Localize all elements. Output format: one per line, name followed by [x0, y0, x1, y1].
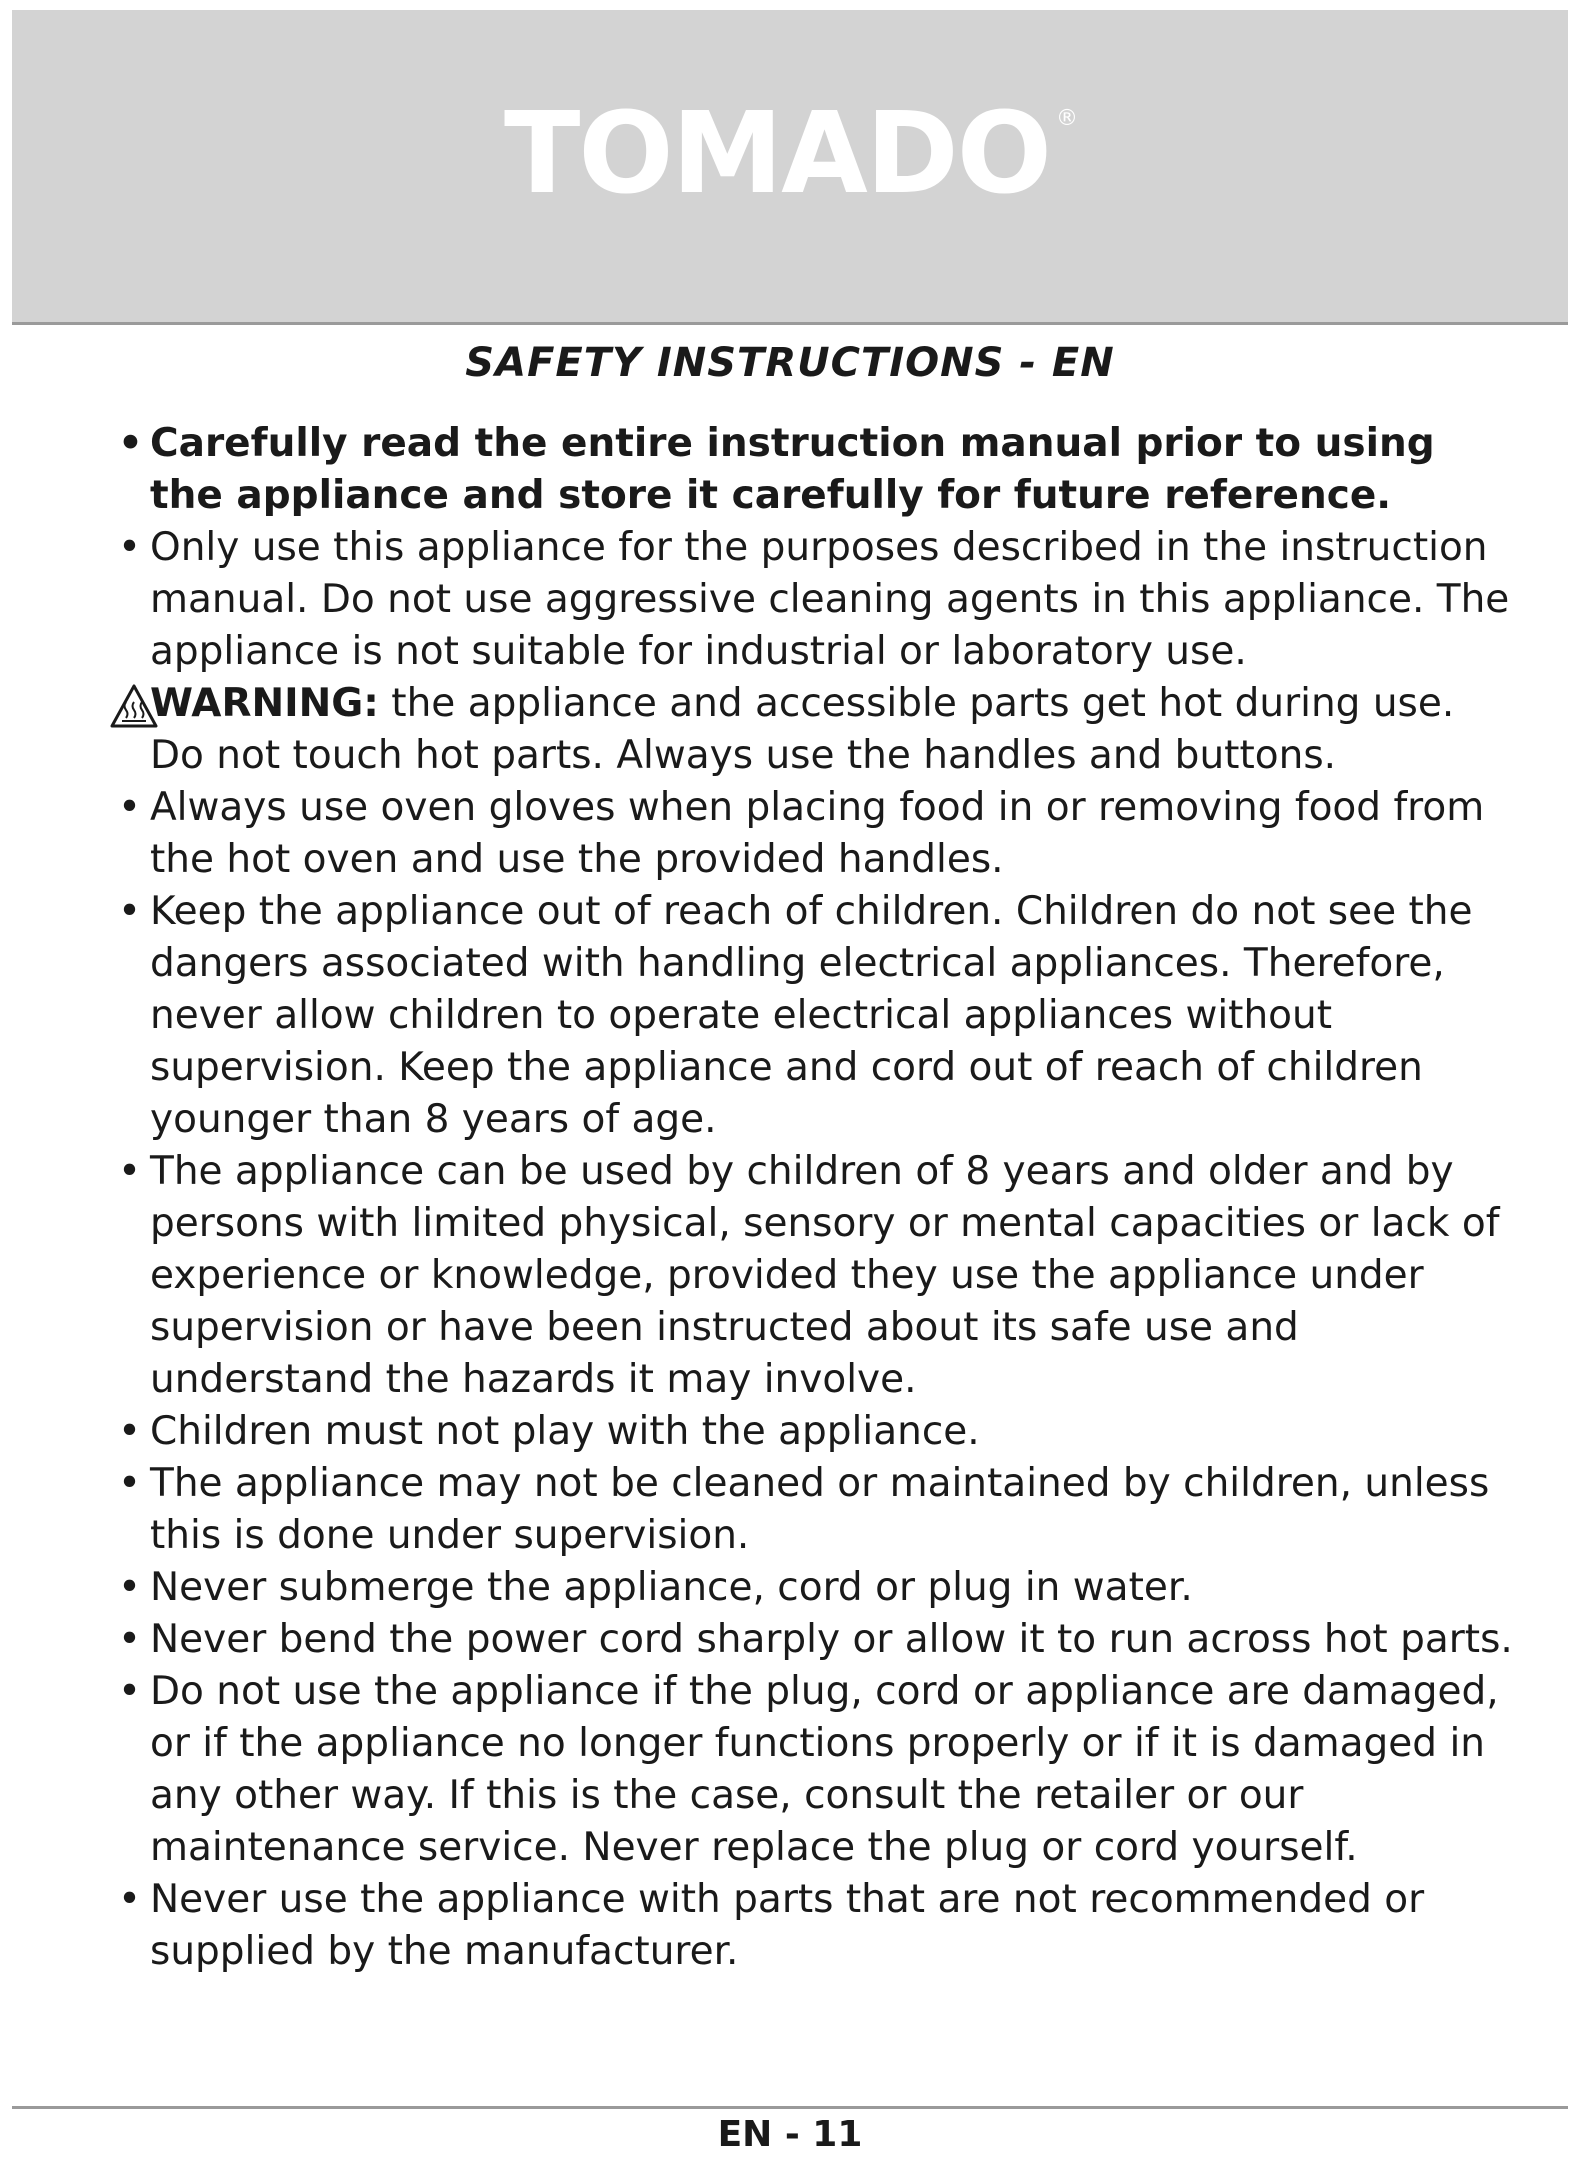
- bullet-icon: •: [118, 889, 142, 934]
- bullet-icon: •: [118, 1149, 142, 1194]
- bullet-icon: •: [118, 1461, 142, 1506]
- brand-logo: [12, 89, 1568, 219]
- list-item: [118, 886, 1518, 1146]
- bullet-icon: •: [118, 525, 142, 570]
- item-text: Do not use the appliance if the plug, cord or appliance are damaged, or if the appliance no longer functions properly or if it is damaged in any other way. If this is the case, consult the retailer or our maintenance service. Never replace the plug or cord yourself.: [150, 1669, 1499, 1870]
- item-text: Children must not play with the appliance.: [150, 1409, 980, 1454]
- warning-label: WARNING:: [150, 681, 379, 726]
- page-number: EN - 11: [717, 2114, 863, 2155]
- list-item: [118, 418, 1518, 522]
- header-banner: [12, 10, 1568, 325]
- registered-mark: ®: [1055, 106, 1076, 131]
- instructions-list: [118, 418, 1518, 1978]
- item-text: Never use the appliance with parts that are not recommended or supplied by the manufacturer.: [150, 1877, 1425, 1974]
- list-item: [118, 782, 1518, 886]
- list-item: [118, 1614, 1518, 1666]
- list-item: [118, 1874, 1518, 1978]
- list-item: [118, 1562, 1518, 1614]
- bullet-icon: •: [118, 421, 143, 466]
- warning-item: [118, 678, 1518, 782]
- item-text: Never bend the power cord sharply or allow it to run across hot parts.: [150, 1617, 1513, 1662]
- bullet-icon: •: [118, 1565, 142, 1610]
- list-item: [118, 1458, 1518, 1562]
- item-text: The appliance may not be cleaned or maintained by children, unless this is done under supervision.: [150, 1461, 1490, 1558]
- item-text: Never submerge the appliance, cord or plug in water.: [150, 1565, 1193, 1610]
- list-item: [118, 1666, 1518, 1874]
- item-text: Keep the appliance out of reach of children. Children do not see the dangers associated with handling electrical appliances. Therefore, never allow children to operate electrical appliances without supervision. Keep the appliance and cord out of reach of children younger than 8 years of age.: [150, 889, 1473, 1142]
- item-text: The appliance can be used by children of 8 years and older and by persons with limited physical, sensory or mental capacities or lack of experience or knowledge, provided they use the appliance under supervision or have been instructed about its safe use and understand the hazards it may involve.: [150, 1149, 1500, 1402]
- bullet-icon: •: [118, 1617, 142, 1662]
- list-item: [118, 522, 1518, 678]
- footer-divider: [12, 2106, 1568, 2109]
- bullet-icon: •: [118, 1669, 142, 1714]
- bullet-icon: •: [118, 785, 142, 830]
- item-text: Always use oven gloves when placing food in or removing food from the hot oven and use the provided handles.: [150, 785, 1485, 882]
- list-item: [118, 1146, 1518, 1406]
- brand-name: TOMADO: [504, 89, 1050, 219]
- hot-surface-warning-icon: [110, 684, 158, 728]
- list-item: [118, 1406, 1518, 1458]
- item-text: the appliance and accessible parts get hot during use. Do not touch hot parts. Always use the handles and buttons.: [150, 681, 1455, 778]
- item-text: Carefully read the entire instruction manual prior to using the appliance and store it carefully for future reference.: [150, 421, 1435, 518]
- bullet-icon: •: [118, 1409, 142, 1454]
- bullet-icon: •: [118, 1877, 142, 1922]
- page-title: SAFETY INSTRUCTIONS - EN: [465, 340, 1115, 386]
- item-text: Only use this appliance for the purposes described in the instruction manual. Do not use aggressive cleaning agents in this appliance. The appliance is not suitable for industrial or laboratory use.: [150, 525, 1510, 674]
